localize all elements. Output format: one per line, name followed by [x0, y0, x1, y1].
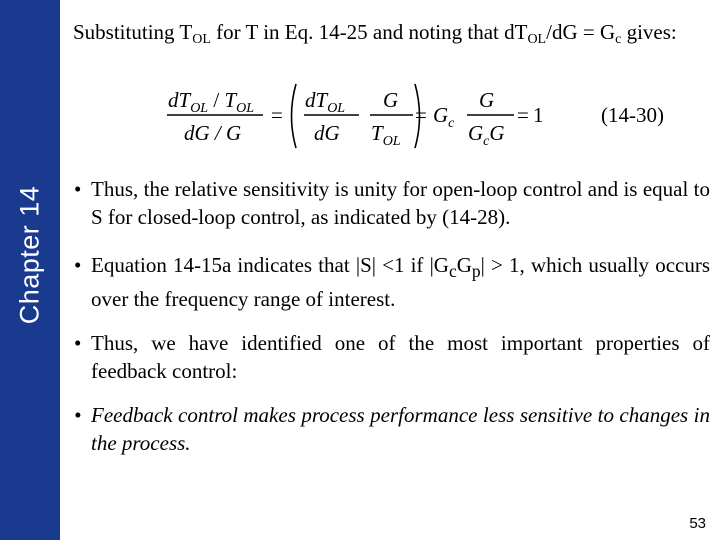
eq-G: G	[479, 88, 495, 112]
svg-text:TOL	[371, 121, 401, 149]
equation-number: (14-30)	[601, 103, 664, 127]
eq-equals: =	[517, 103, 529, 127]
subscript-c: c	[615, 32, 622, 47]
eq-sub-OL: OL	[382, 134, 401, 149]
eq-G: G	[433, 103, 449, 127]
eq-sub-OL: OL	[327, 101, 346, 116]
intro-text	[73, 20, 703, 45]
eq-equals: =	[271, 103, 283, 127]
svg-text:GcG	[468, 121, 505, 149]
eq-T: T	[371, 121, 383, 145]
intro-text-part: gives:	[621, 20, 677, 44]
bullet-text-part: Equation 14-15a indicates that |S| <1 if |G	[91, 253, 449, 277]
svg-text:dTOL	[305, 88, 345, 116]
subscript-ol: OL	[527, 32, 547, 47]
eq-dT: dT	[168, 88, 191, 112]
eq-equals: =	[415, 103, 427, 127]
eq-sub-c: c	[448, 116, 455, 131]
bullet-item-italic: • Feedback control makes process performance less sensitive to changes in the process.	[70, 401, 710, 457]
eq-one: 1	[533, 103, 544, 127]
intro-text-part: for T in Eq. 14-25 and noting that dT	[210, 20, 528, 44]
bullet-item: • Thus, we have identified one of the most important properties of feedback control:	[70, 329, 710, 385]
subscript-c: c	[448, 261, 457, 282]
eq-slash: /	[208, 88, 225, 112]
eq-G: G	[489, 121, 505, 145]
eq-G: G	[383, 88, 399, 112]
subscript-p: p	[471, 261, 481, 282]
eq-sub-c: c	[483, 134, 490, 149]
eq-sub-OL: OL	[190, 101, 209, 116]
bullet-text-part: G	[456, 253, 472, 277]
eq-G: G	[468, 121, 484, 145]
eq-sub-OL: OL	[236, 101, 255, 116]
chapter-sidebar	[0, 0, 60, 540]
equation-14-30	[165, 80, 685, 155]
eq-dT: dT	[305, 88, 328, 112]
bullet-item	[70, 251, 710, 313]
eq-T: T	[224, 88, 237, 112]
chapter-label: Chapter 14	[14, 185, 45, 325]
equation-svg	[165, 80, 685, 155]
intro-text-part: Substituting T	[73, 20, 193, 44]
bullet-list	[70, 175, 710, 457]
eq-dG: dG	[314, 121, 340, 145]
page-number: 53	[689, 515, 706, 532]
svg-text:dTOL / TOL	[168, 88, 254, 116]
bullet-text-part: | > 1, which usually occurs over the frequency range of interest.	[91, 253, 710, 312]
subscript-ol: OL	[192, 32, 211, 47]
bullet-item: • Thus, the relative sensitivity is unity for open-loop control and is equal to S for closed-loop control, as indicated by (14-28).	[70, 175, 710, 231]
svg-text:Gc	[433, 103, 455, 131]
intro-text-part: /dG = G	[546, 20, 616, 44]
left-paren	[292, 84, 297, 148]
eq-dG-over-G: dG / G	[184, 121, 242, 145]
